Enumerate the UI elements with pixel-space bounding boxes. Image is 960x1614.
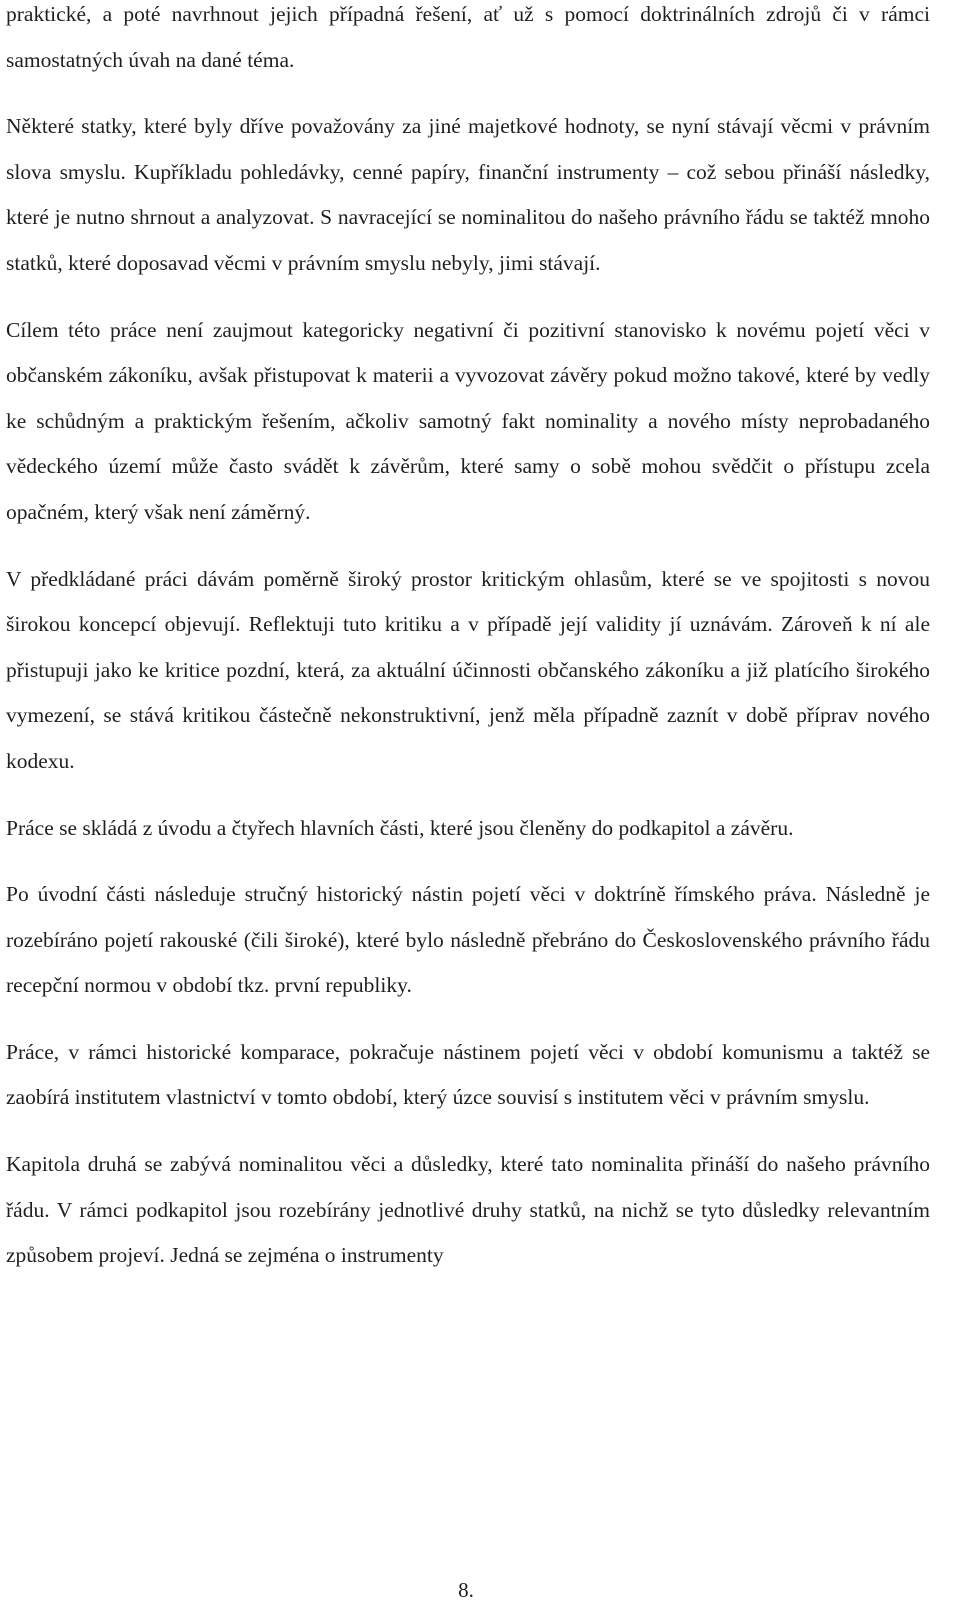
document-body bbox=[6, 0, 930, 1300]
paragraph-7: Práce, v rámci historické komparace, pokračuje nástinem pojetí věci v období komunismu a taktéž se zaobírá institutem vlastnictví v tomto období, který úzce souvisí s institutem věci v právním smyslu. bbox=[6, 1039, 930, 1110]
paragraph-2: Některé statky, které byly dříve považovány za jiné majetkové hodnoty, se nyní stávají věcmi v právním slova smyslu. Kupříkladu pohledávky, cenné papíry, finanční instrumenty – což sebou přináší následky, které je nutno shrnout a analyzovat. S navracející se nominalitou do našeho právního řádu se taktéž mnoho statků, které doposavad věcmi v právním smyslu nebyly, jimi stávají. bbox=[6, 114, 930, 275]
paragraph-6: Po úvodní části následuje stručný historický nástin pojetí věci v doktríně římského práva. Následně je rozebíráno pojetí rakouské (čili široké), které bylo následně přebráno do Československého právního řádu recepční normou v období tkz. první republiky. bbox=[6, 882, 930, 998]
paragraph-5: Práce se skládá z úvodu a čtyřech hlavních části, které jsou členěny do podkapitol a závěru. bbox=[6, 815, 794, 840]
paragraph-3: Cílem této práce není zaujmout kategoricky negativní či pozitivní stanovisko k novému pojetí věci v občanském zákoníku, avšak přistupovat k materii a vyvozovat závěry pokud možno takové, které by vedly ke schůdným a praktickým řešením, ačkoliv samotný fakt nominality a nového místy neprobadaného vědeckého území může často svádět k závěrům, které samy o sobě mohou svědčit o přístupu zcela opačném, který však není záměrný. bbox=[6, 317, 930, 524]
paragraph-4: V předkládané práci dávám poměrně široký prostor kritickým ohlasům, které se ve spojitosti s novou širokou koncepcí objevují. Reflektuji tuto kritiku a v případě její validity jí uznávám. Zároveň k ní ale přistupuji jako ke kritice pozdní, která, za aktuální účinnosti občanského zákoníku a již platícího širokého vymezení, se stává kritikou částečně nekonstruktivní, jenž měla případně zaznít v době příprav nového kodexu. bbox=[6, 566, 930, 773]
paragraph-8: Kapitola druhá se zabývá nominalitou věci a důsledky, které tato nominalita přináší do našeho právního řádu. V rámci podkapitol jsou rozebírány jednotlivé druhy statků, na nichž se tyto důsledky relevantním způsobem projeví. Jedná se zejména o instrumenty bbox=[6, 1152, 930, 1268]
paragraph-1: praktické, a poté navrhnout jejich případná řešení, ať už s pomocí doktrinálních zdrojů či v rámci samostatných úvah na dané téma. bbox=[6, 2, 930, 72]
page-number: 8. bbox=[458, 1578, 474, 1602]
